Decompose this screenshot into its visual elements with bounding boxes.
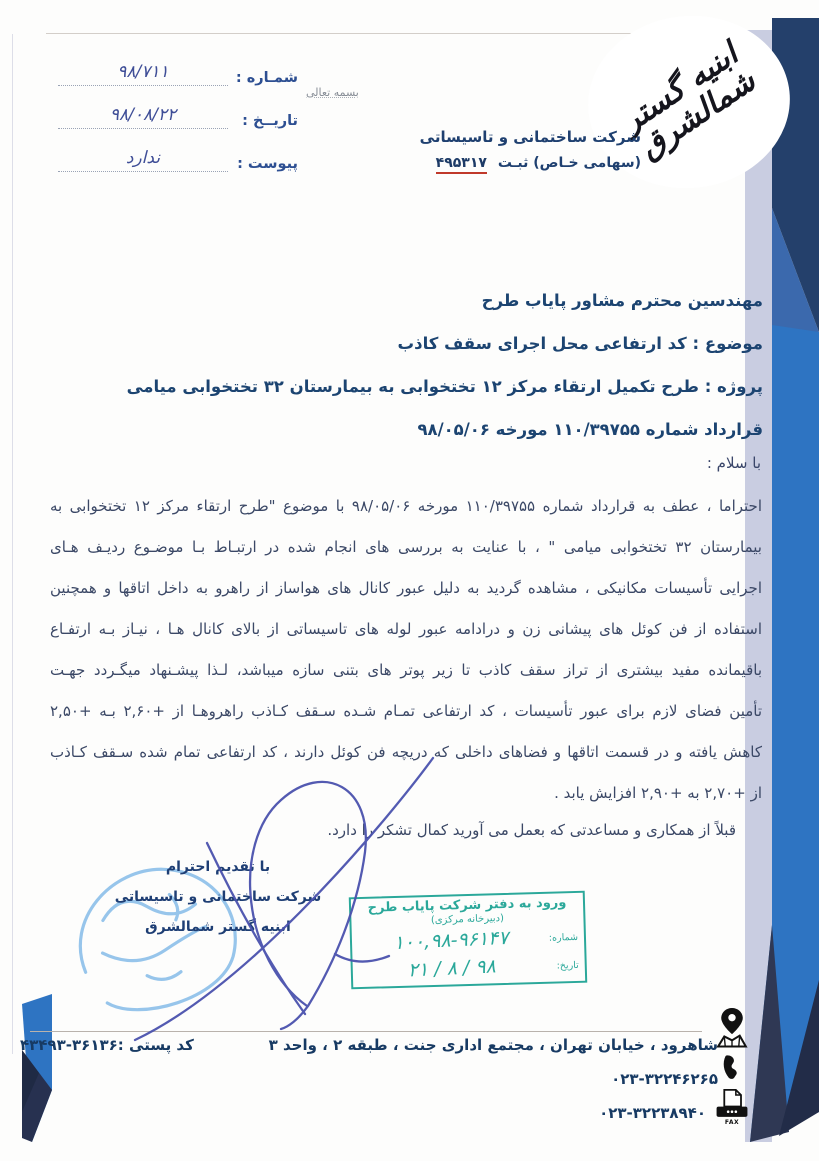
- registration-prefix: (سهامی خـاص) ثبـت: [497, 155, 641, 171]
- stamp-date-value: ۲۱ / ۸ / ۹۸: [407, 955, 497, 982]
- body-line: بیمارستان ۳۲ تختخوابی میامی " ، با عنایت به بررسی های انجام شده در ارتبـاط بـا موضـوع ردیـف هـای: [50, 538, 762, 556]
- footer-phone: ۰۲۳-۳۲۲۴۶۲۶۵: [611, 1070, 718, 1088]
- company-logo-calligraphy: ابنیه گستر شمالشرق: [614, 36, 763, 167]
- subject-line: موضوع : کد ارتفاعی محل اجرای سقف کاذب: [397, 334, 763, 353]
- footer-icon-column: [712, 1008, 752, 1126]
- date-value: ۹۸/۰۸/۲۲: [58, 105, 228, 129]
- body-line: احتراما ، عطف به قرارداد شماره ۱۱۰/۳۹۷۵۵ مورخه ۹۸/۰۵/۰۶ با موضوع "طرح ارتقاء مرکز ۱۲ تختخوابی به: [50, 497, 762, 515]
- company-subtitle-block: [420, 128, 641, 174]
- fax-icon: [714, 1088, 750, 1126]
- company-registration-line: [420, 155, 641, 174]
- fax-icon-label: FAX: [724, 1119, 740, 1126]
- number-label: شمـاره :: [235, 70, 298, 86]
- number-field: [58, 56, 298, 86]
- stamp-subtitle: (دبیرخانه مرکزی): [430, 912, 505, 927]
- body-line: تأمین فضای لازم برای عبور تأسیسات ، کد ارتفاعی تمـام شـده سـقف کـاذب راهروهـا از +۲,۶۰ بـه +۲,۵۰: [50, 702, 762, 720]
- attachment-value: ندارد: [58, 148, 228, 172]
- body-line: باقیمانده مفید بیشتری از تراز سقف کاذب تا زیر پوتر های بتنی سازه میباشد، لـذا پیشـنهاد میگـردد جهـت: [50, 661, 762, 679]
- letter-reference-fields: [58, 56, 298, 185]
- handwritten-signature: [95, 748, 450, 1048]
- signature-line: ابنیه گستر شمالشرق: [145, 919, 291, 935]
- stamp-date-label: تاریخ:: [556, 959, 579, 972]
- signature-line: شرکت ساختمانی و تاسیساتی: [114, 889, 322, 905]
- closing-line: قبلاً از همکاری و مساعدتی که بعمل می آورید کمال تشکر را دارد.: [327, 821, 736, 839]
- postal-label: کد پستی :: [117, 1036, 194, 1054]
- attachment-label: پیوست :: [237, 156, 298, 172]
- stamp-number-value: ۱۰۰,۹۸-۹۶۱۴۷: [393, 926, 509, 955]
- number-value: ۹۸/۷۱۱: [58, 62, 228, 86]
- location-pin-icon: [713, 1008, 751, 1048]
- footer-address: شاهرود ، خیابان تهران ، مجتمع اداری جنت ، طبقه ۲ ، واحد ۳: [268, 1036, 718, 1054]
- salutation-line: با سلام :: [706, 454, 761, 472]
- project-line: پروژه : طرح تکمیل ارتقاء مرکز ۱۲ تختخوابی به بیمارستان ۳۲ تختخوابی میامی: [126, 377, 763, 396]
- body-line: از +۲,۷۰ به +۲,۹۰ افزایش یابد .: [554, 784, 762, 802]
- body-line: کاهش یافته و در قسمت اتاقها و فضاهای داخلی که دریچه فن کوئل دارند ، کد ارتفاعی تمام شده سـقف کـاذب: [50, 743, 762, 761]
- phone-icon: [719, 1054, 745, 1082]
- postal-value: ۳۶۱۳۶-۴۳۴۹۳: [20, 1036, 118, 1054]
- bismillah-text: بسمه تعالی: [306, 86, 359, 99]
- body-line: اجرایی تأسیسات مکانیکی ، مشاهده گردید به دلیل عبور کانال های هواساز از راهرو به داخل اتاقها و همچنین: [50, 579, 762, 597]
- date-field: [58, 99, 298, 129]
- date-label: تاریــخ :: [242, 113, 298, 129]
- contract-line: قرارداد شماره ۱۱۰/۳۹۷۵۵ مورخه ۹۸/۰۵/۰۶: [417, 420, 763, 439]
- footer-fax: ۰۲۳-۳۲۲۳۸۹۴۰: [599, 1104, 706, 1122]
- attachment-field: [58, 142, 298, 172]
- stamp-title: ورود به دفتر شرکت پایاب طرح: [367, 895, 567, 916]
- body-line: استفاده از فن کوئل های پیشانی زن و درادامه عبور لوله های تاسیساتی از بالای کانال هـا ، نیـاز بـه ارتفـاع: [50, 620, 762, 638]
- letter-heading-block: [90, 279, 763, 451]
- registration-number: ۴۹۵۳۱۷: [436, 155, 487, 174]
- scan-edge-left: [12, 34, 13, 1054]
- signature-line: با تقدیم احترام: [165, 859, 271, 875]
- recipient-line: مهندسین محترم مشاور پایاب طرح: [481, 291, 763, 310]
- company-type-line: شرکت ساختمانی و تاسیساتی: [419, 128, 641, 146]
- stamp-number-label: شماره:: [548, 931, 579, 944]
